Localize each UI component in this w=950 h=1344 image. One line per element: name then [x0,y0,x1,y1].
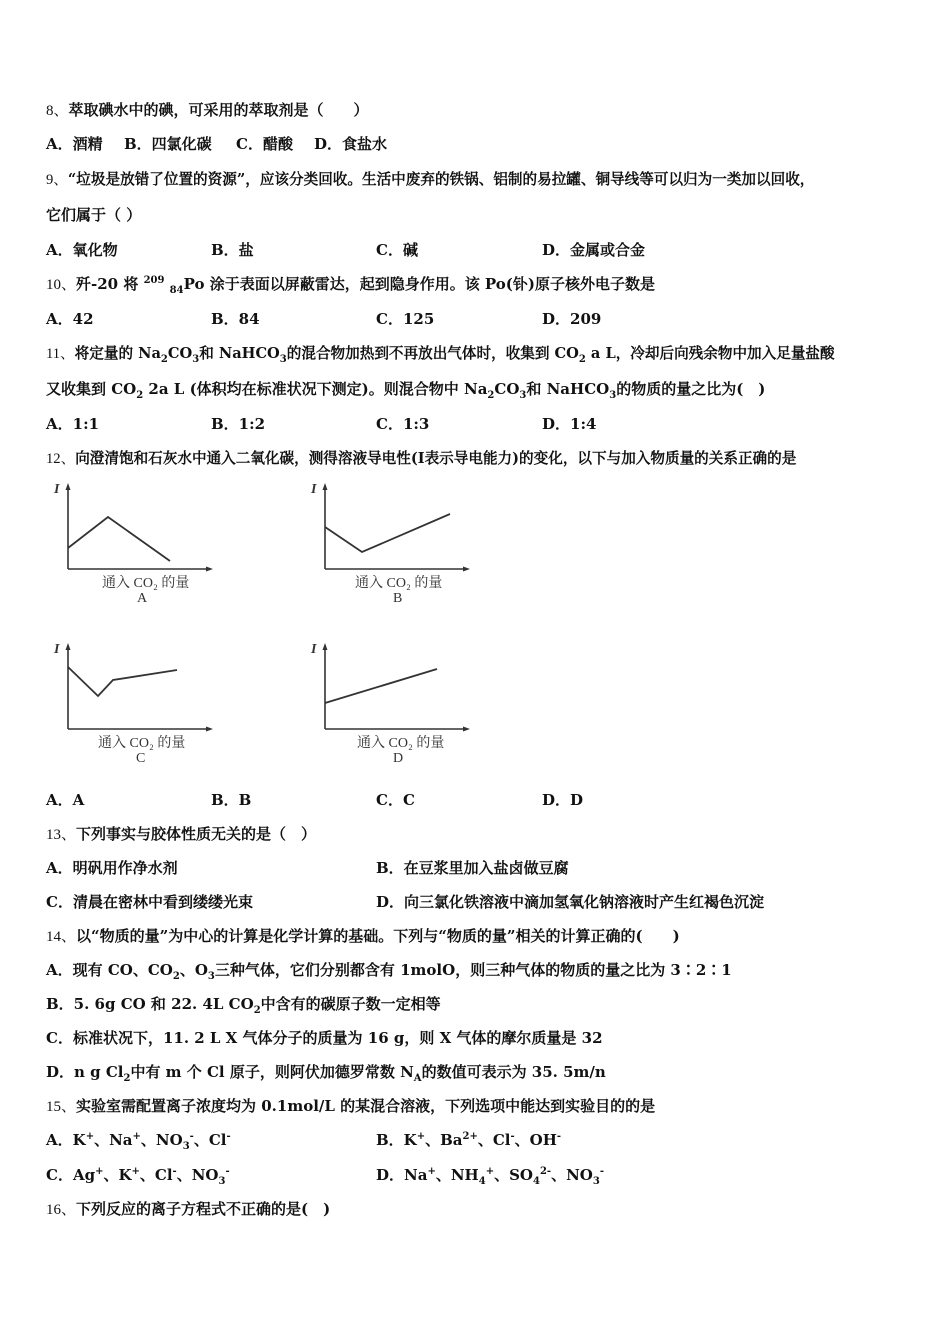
y-axis-label: I [311,642,317,657]
x-axis-label: 通入 CO₂ 的量 [355,576,443,591]
option-a: A．氧化物 [46,241,118,259]
superscript: - [172,1166,177,1177]
subscript: 2 [253,1005,261,1016]
option-a: A．42 [46,310,94,328]
text-run: C．Ag [46,1166,96,1184]
question-text: 萃取碘水中的碘，可采用的萃取剂是（ ） [68,101,369,119]
text-run: 、NO [551,1166,593,1184]
option-b: B．B [211,791,252,809]
subscript: 3 [592,1176,600,1187]
chart-caption: D [393,751,404,766]
option-b: B．1:2 [211,415,266,433]
text-run: 、NO [176,1166,219,1184]
y-axis-label: I [311,482,317,497]
subscript: 2 [487,390,495,401]
question-16-stem [46,1199,330,1220]
subscript: 3 [207,971,215,982]
option-a [46,1130,231,1150]
option-d: D．D [542,791,584,809]
option-a: A．酒精 [46,135,103,153]
text-run: 2a L (体积均在标准状况下测定)。则混合物中 Na [143,380,488,398]
option-a: A．1:1 [46,415,100,433]
option-c: C．1:3 [376,415,430,433]
option-c: C．碱 [376,241,418,259]
superscript: - [189,1131,194,1142]
text-run: CO [494,380,520,398]
text-run: 的数值可表示为 35. 5m/n [421,1063,606,1081]
superscript: + [485,1166,495,1177]
option-b: B．盐 [211,241,254,259]
subscript: 2 [172,971,180,982]
question-14-stem [46,926,680,947]
text-run: 、Na [94,1131,133,1149]
option-c: C．醋酸 [236,135,293,153]
subscript: 2 [136,390,144,401]
superscript: + [85,1131,95,1142]
text-run: A．现有 CO、CO [46,961,173,979]
subscript: 3 [218,1176,226,1187]
question-11-stem-line2 [46,379,765,399]
question-8-stem [46,100,369,121]
y-axis-label: I [54,642,60,657]
chart-b [297,480,477,610]
question-text: “垃圾是放错了位置的资源”，应该分类回收。生活中废弃的铁锅、铝制的易拉罐、铜导线等可以归为一类加以回收， [67,171,815,188]
chart-caption: B [393,591,403,606]
question-14-option-d [46,1062,606,1082]
subscript: 3 [182,1141,190,1152]
superscript: + [131,1166,140,1177]
question-number: 14、 [46,929,77,945]
text-run: 、Cl [139,1166,173,1184]
subscript: 2 [578,353,586,365]
question-14-option-a [46,960,732,980]
superscript: - [225,1166,230,1177]
superscript: + [95,1166,104,1177]
text-run: a L，冷却后向残余物中加入足量盐酸 [585,345,835,362]
question-13-stem [46,824,316,845]
option-d [376,1165,604,1185]
question-number: 13、 [46,827,77,843]
option-c [46,1165,230,1185]
chart-a [40,480,220,610]
text-run: D．Na [376,1166,428,1184]
question-text: 以“物质的量”为中心的计算是化学计算的基础。下列与“物质的量”相关的计算正确的( ) [76,927,680,945]
superscript: + [416,1131,426,1142]
question-9-stem-line2: 它们属于（ ） [46,206,142,224]
subscript: 3 [192,353,200,365]
text-run: 和 NaHCO [199,345,280,362]
x-axis-label: 通入 CO₂ 的量 [357,736,445,751]
text-run: 、NH [435,1166,479,1184]
option-c: C．清晨在密林中看到缕缕光束 [46,893,253,911]
option-a: A．明矾用作净水剂 [46,859,178,877]
text-run: B．5. 6g CO 和 22. 4L CO [46,995,254,1013]
question-text: 下列反应的离子方程式不正确的是( ) [76,1200,331,1218]
option-c: C．125 [376,310,435,328]
question-number: 15、 [46,1099,77,1115]
question-9-stem-line1 [46,170,814,190]
question-12-stem [46,449,796,469]
option-b [376,1130,561,1150]
question-14-option-c: C．标准状况下，11. 2 L X 气体分子的质量为 16 g，则 X 气体的摩尔质量是 32 [46,1029,603,1047]
subscript: 3 [609,390,617,401]
text-run: 、Ba [425,1131,463,1149]
subscript: A [413,1073,422,1084]
question-number: 9、 [46,172,68,188]
superscript: + [132,1131,141,1142]
text-run: A．K [46,1131,86,1149]
mass-number: 209 [143,275,165,286]
text-run: 的混合物加热到不再放出气体时，收集到 CO [286,345,579,362]
chart-d [297,640,477,770]
option-d: D．209 [542,310,602,328]
option-a: A．A [46,791,85,809]
question-number: 12、 [46,451,76,467]
subscript: 4 [533,1176,540,1187]
question-text: Po 涂于表面以屏蔽雷达，起到隐身作用。该 Po(钋)原子核外电子数是 [183,275,655,293]
option-d: D．金属或合金 [542,241,646,259]
text-run: 、Cl [193,1131,227,1149]
x-axis-label: 通入 CO₂ 的量 [102,576,190,591]
superscript: - [226,1131,231,1142]
question-text: 实验室需配置离子浓度均为 0.1mol/L 的某混合溶液，下列选项中能达到实验目的的是 [76,1097,656,1115]
text-run: 将定量的 Na [74,345,161,362]
y-axis-label: I [54,482,60,497]
question-text: 歼-20 将 [76,275,144,293]
superscript: - [510,1131,515,1142]
text-run: 、O [179,961,208,979]
question-text: 向澄清饱和石灰水中通入二氧化碳，测得溶液导电性(I表示导电能力)的变化，以下与加入物质量的关系正确的是 [75,450,797,467]
subscript: 2 [160,353,168,365]
text-run: 的物质的量之比为( ) [616,380,766,398]
option-b: B．在豆浆里加入盐卤做豆腐 [376,859,569,877]
atomic-number: 84 [169,285,184,296]
text-run: D．n g Cl [46,1063,124,1081]
text-run: CO [167,345,193,362]
question-number: 16、 [46,1202,77,1218]
question-14-option-b [46,994,441,1014]
subscript: 2 [123,1073,131,1084]
chart-c [40,640,220,770]
option-c: C．C [376,791,415,809]
option-b: B．84 [211,310,260,328]
superscript: + [427,1166,436,1177]
question-11-stem-line1 [46,344,835,364]
text-run: 又收集到 CO [46,380,137,398]
question-15-stem [46,1096,655,1117]
text-run: B．K [376,1131,417,1149]
text-run: 、K [103,1166,132,1184]
superscript: - [556,1131,562,1142]
question-number: 10、 [46,277,77,293]
text-run: 中含有的碳原子数一定相等 [260,995,441,1013]
superscript: 2+ [462,1131,478,1142]
text-run: 、Cl [477,1131,511,1149]
subscript: 4 [478,1176,486,1187]
text-run: 和 NaHCO [526,380,610,398]
text-run: 中有 m 个 Cl 原子，则阿伏加德罗常数 N [130,1063,414,1081]
subscript: 3 [279,353,287,365]
text-run: 、OH [514,1131,557,1149]
option-d: D．食盐水 [314,135,388,153]
chart-caption: A [137,591,148,606]
question-number: 8、 [46,103,69,119]
superscript: 2- [539,1166,552,1177]
question-text: 下列事实与胶体性质无关的是（ ） [76,825,317,843]
option-d: D．向三氯化铁溶液中滴加氢氧化钠溶液时产生红褐色沉淀 [376,893,765,911]
chart-caption: C [136,751,146,766]
option-d: D．1:4 [542,415,597,433]
subscript: 3 [519,390,527,401]
question-number: 11、 [46,346,75,362]
text-run: 、NO [140,1131,183,1149]
superscript: - [599,1166,604,1177]
option-b: B．四氯化碳 [124,135,212,153]
question-10-stem [46,274,655,295]
text-run: 、SO [494,1166,533,1184]
x-axis-label: 通入 CO₂ 的量 [98,736,186,751]
text-run: 三种气体，它们分别都含有 1molO，则三种气体的物质的量之比为 3∶2∶1 [214,961,732,979]
